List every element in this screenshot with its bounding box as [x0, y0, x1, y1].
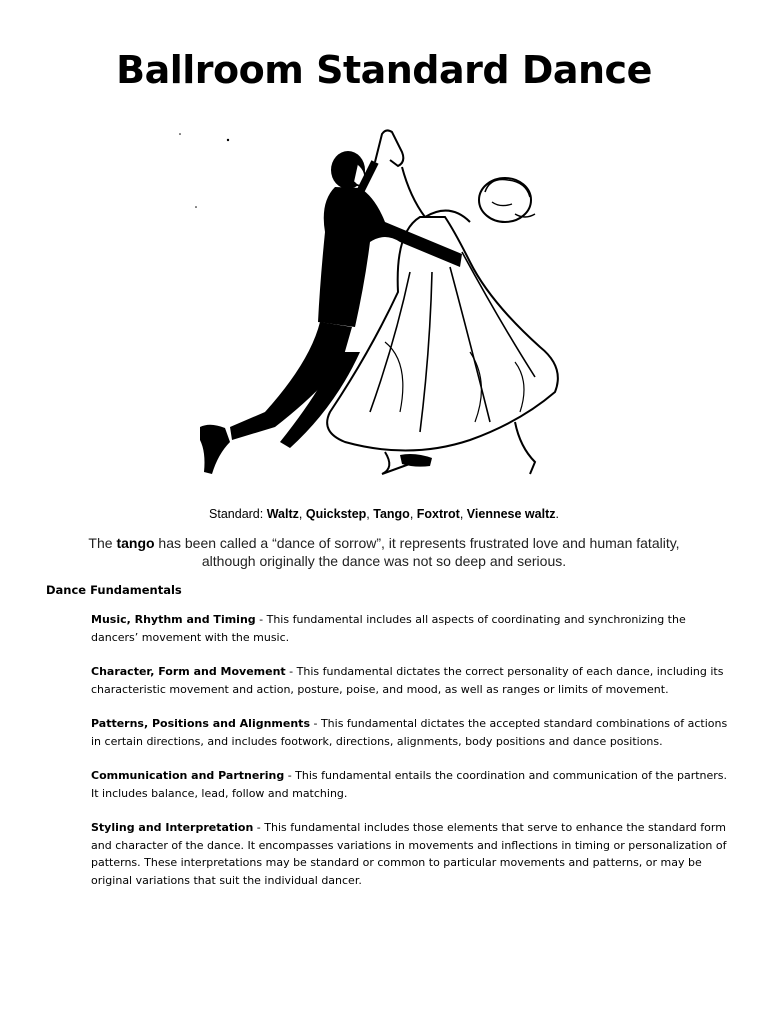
tango-rest: has been called a “dance of sorrow”, it represents frustrated love and human fatality, although originally the dance was not so deep and serious.	[154, 535, 680, 569]
fundamental-description: - This fundamental dictates the correct personality of each dance, including its characteristic movement and action, posture, poise, and mood, as well as ranges or limits of movement.	[91, 665, 724, 696]
fundamental-term: Styling and Interpretation	[91, 821, 254, 834]
separator: ,	[459, 507, 467, 521]
fundamental-description: - This fundamental includes all aspects of coordinating and synchronizing the dancers’ movement with the music.	[91, 613, 686, 644]
standard-dances-line	[0, 507, 768, 521]
ballroom-dancers-illustration	[170, 122, 590, 482]
tango-lead: The	[88, 535, 117, 551]
fundamental-description: - This fundamental dictates the accepted standard combinations of actions in certain directions, and includes footwork, directions, alignments, body positions and dance positions.	[91, 717, 728, 748]
fundamental-item	[91, 663, 731, 698]
fundamental-item	[91, 819, 731, 889]
section-heading: Dance Fundamentals	[46, 583, 182, 597]
dance-foxtrot: Foxtrot	[416, 507, 460, 521]
fundamental-description: - This fundamental entails the coordination and communication of the partners. It includes balance, lead, follow and matching.	[91, 769, 728, 800]
tango-paragraph	[60, 534, 708, 570]
fundamental-term: Character, Form and Movement	[91, 665, 286, 678]
standard-suffix: .	[555, 507, 559, 521]
fundamental-term: Patterns, Positions and Alignments	[91, 717, 310, 730]
page-title: Ballroom Standard Dance	[116, 48, 652, 92]
fundamental-item	[91, 715, 731, 750]
dance-quickstep: Quickstep	[305, 507, 367, 521]
separator: ,	[298, 507, 306, 521]
dance-waltz: Waltz	[266, 507, 299, 521]
tango-highlight: tango	[116, 535, 155, 551]
dance-tango: Tango	[373, 507, 410, 521]
fundamental-term: Music, Rhythm and Timing	[91, 613, 256, 626]
fundamental-term: Communication and Partnering	[91, 769, 285, 782]
fundamentals-list	[91, 611, 731, 906]
dance-viennese-waltz: Viennese waltz	[466, 507, 556, 521]
standard-prefix: Standard:	[209, 507, 267, 521]
fundamental-item	[91, 611, 731, 646]
fundamental-item	[91, 767, 731, 802]
separator: ,	[409, 507, 417, 521]
fundamental-description: - This fundamental includes those elements that serve to enhance the standard form and character of the dance. It encompasses variations in movements and inflections in timing or personalization of patterns. These interpretations may be standard or common to particular movements and patterns, or may be original variations that suit the individual dancer.	[91, 821, 727, 887]
separator: ,	[366, 507, 374, 521]
